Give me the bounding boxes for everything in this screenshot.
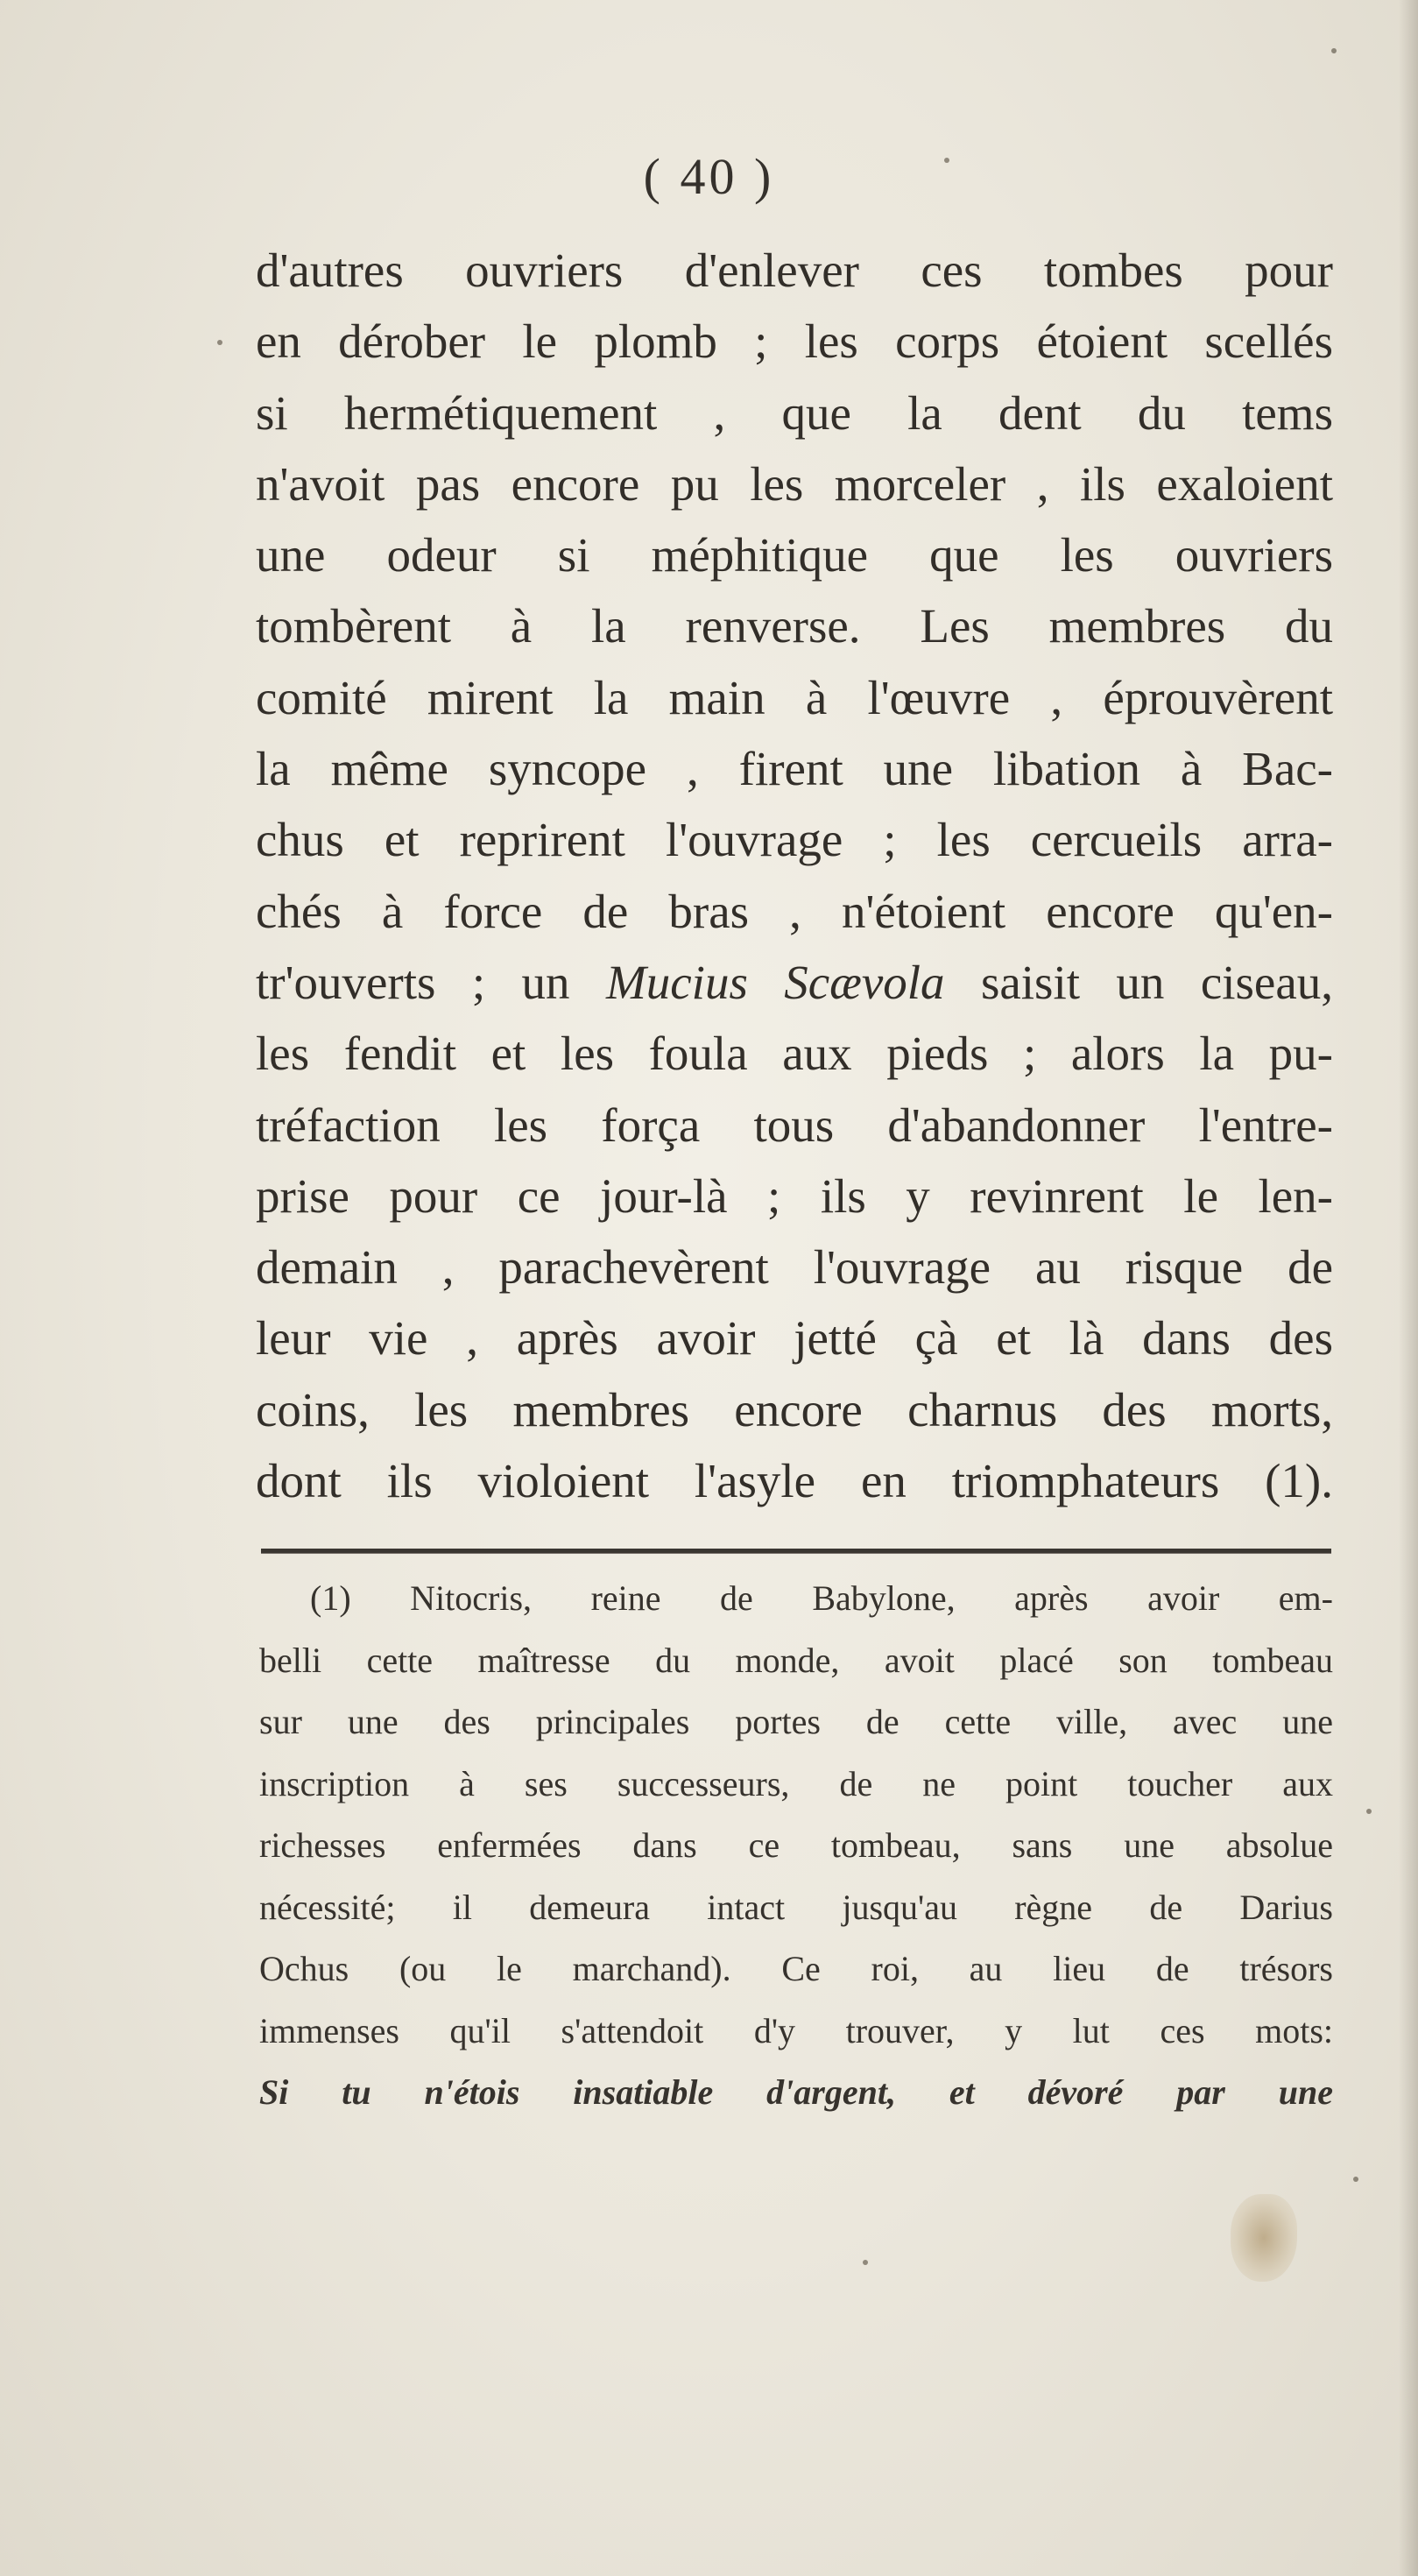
- text-line: coins, les membres encore charnus des morts,: [256, 1382, 1333, 1436]
- text-line: prise pour ce jour-là ; ils y revinrent le len-: [256, 1168, 1333, 1223]
- text-line: en dérober le plomb ; les corps étoient scellés: [256, 314, 1333, 369]
- footnote-line: sur une des principales portes de cette ville, avec une: [259, 1702, 1333, 1741]
- text-line: dont ils violoient l'asyle en triomphateurs (1).: [256, 1454, 1333, 1508]
- text-line: une odeur si méphitique que les ouvriers: [256, 528, 1333, 582]
- paper-speck: [1331, 48, 1337, 53]
- text-segment: tr'ouverts ; un: [256, 955, 606, 1009]
- footnote-line: inscription à ses successeurs, de ne point toucher aux: [259, 1763, 1333, 1803]
- text-line: tréfaction les força tous d'abandonner l'entre-: [256, 1097, 1333, 1152]
- footnote-line: (1) Nitocris, reine de Babylone, après avoir em-: [310, 1578, 1333, 1618]
- text-line: leur vie , après avoir jetté çà et là dans des: [256, 1311, 1333, 1366]
- footnote-line: Ochus (ou le marchand). Ce roi, au lieu de trésors: [259, 1949, 1333, 1988]
- text-line-with-italic: [256, 947, 1333, 1018]
- footnote-line: belli cette maîtresse du monde, avoit placé son tombeau: [259, 1640, 1333, 1680]
- footnote-line: richesses enfermées dans ce tombeau, sans une absolue: [259, 1825, 1333, 1865]
- main-text: [256, 235, 1333, 1516]
- footnote-line-italic: Si tu n'étois insatiable d'argent, et dévoré par une: [259, 2072, 1333, 2112]
- text-line: si hermétiquement , que la dent du tems: [256, 385, 1333, 440]
- text-line: tombèrent à la renverse. Les membres du: [256, 599, 1333, 653]
- paper-speck: [944, 158, 949, 163]
- text-line: demain , parachevèrent l'ouvrage au risque de: [256, 1240, 1333, 1295]
- footnote-line: immenses qu'il s'attendoit d'y trouver, y lut ces mots:: [259, 2010, 1333, 2050]
- text-line: d'autres ouvriers d'enlever ces tombes pour: [256, 243, 1333, 297]
- footnote: [259, 1568, 1333, 2124]
- text-line: comité mirent la main à l'œuvre , éprouvèrent: [256, 670, 1333, 724]
- paper-speck: [1366, 1809, 1372, 1814]
- footnote-line: nécessité; il demeura intact jusqu'au règne de Darius: [259, 1887, 1333, 1927]
- paper-speck: [1353, 2177, 1358, 2182]
- text-line: chés à force de bras , n'étoient encore qu'en-: [256, 884, 1333, 938]
- paper-speck: [217, 340, 222, 345]
- text-line: la même syncope , firent une libation à Bac-: [256, 742, 1333, 796]
- text-segment: saisit un ciseau,: [944, 955, 1333, 1009]
- footnote-rule: [261, 1549, 1331, 1554]
- page-edge-shadow: [1399, 0, 1418, 2576]
- text-line: les fendit et les foula aux pieds ; alors la pu-: [256, 1027, 1333, 1081]
- page-number: ( 40 ): [643, 148, 775, 205]
- paper-speck: [863, 2260, 868, 2265]
- text-line: n'avoit pas encore pu les morceler , ils exaloient: [256, 456, 1333, 511]
- paper-stain: [1231, 2194, 1297, 2282]
- text-line: chus et reprirent l'ouvrage ; les cercueils arra-: [256, 813, 1333, 867]
- italic-name: Mucius Scævola: [605, 955, 945, 1009]
